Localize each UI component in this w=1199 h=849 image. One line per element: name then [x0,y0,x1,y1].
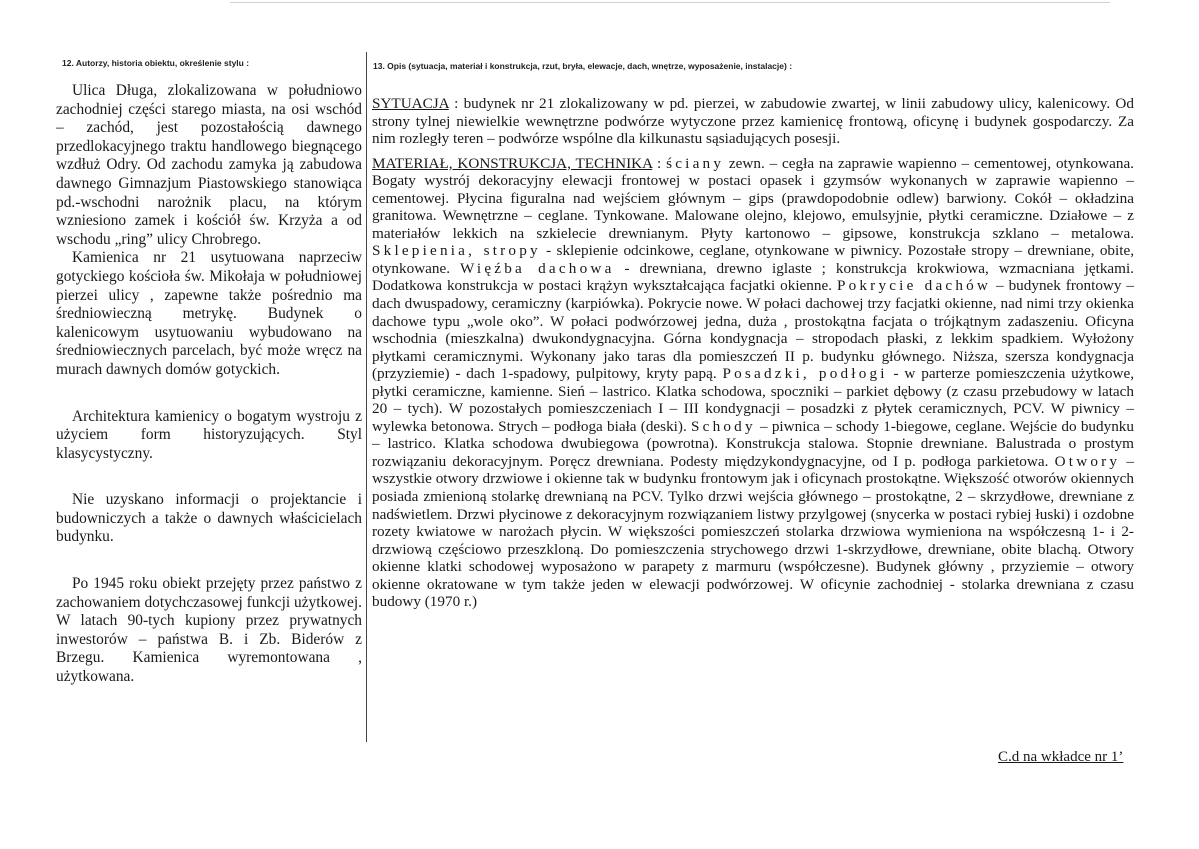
stairs-label: Schody [690,417,756,435]
section-13-header: 13. Opis (sytuacja, materiał i konstrukcja, rzut, bryła, elewacje, dach, wnętrze, wyposażenie, instalacje) : [373,61,793,71]
situation-paragraph [372,95,1134,148]
history-paragraph-postwar: Po 1945 roku obiekt przejęty przez państwo z zachowaniem dotychczasowej funkcji użytkowej. W latach 90-tych kupiony przez prywatnych inwestorów – państwa B. i Zb. Biderów z Brzegu. Kamienica wyremontowana , użytkowana. [56,575,362,686]
history-column [56,82,362,687]
material-separator: : [652,154,667,172]
material-paragraph [372,155,1134,611]
openings-label: Otwory [1054,452,1121,470]
material-label: MATERIAŁ, KONSTRUKCJA, TECHNIKA [372,154,653,172]
roof-truss-text: - drewniana, drewno iglaste ; konstrukcja krokwiowa, wzmacniana jętkami. Dodatkowa konstrukcja w postaci krążyn wykształcająca facjatki okienne. [372,259,1134,295]
floors-text: - w parterze pomieszczenia użytkowe, płytki ceramiczne, kamienne. Sień – lastrico. Klatka schodowa, spoczniki – parkiet dębowy (z czasu przebudowy w latach 20 – tych). W pozostałych pomieszczeniach I – III kondygnacji – posadzki z płytek ceramicznych, PCV. W piwnicy – wylewka betonowa. Strych – podłoga biała (deski). [372,365,1134,435]
history-paragraph-building: Kamienica nr 21 usytuowana naprzeciw gotyckiego kościoła św. Mikołaja w południowej pierzei ulicy , zapewne także pośrednio ma średniowieczną metrykę. Budynek o kalenicowym usytuowaniu wybudowano na średniowiecznych parcelach, być może wręcz na murach dawnych domów gotyckich. [56,249,362,378]
history-paragraph-style: Architektura kamienicy o bogatym wystroju z użyciem form historyzujących. Styl klasycystyczny. [56,407,362,462]
vaults-text: - sklepienie odcinkowe, ceglane, otynkowane w piwnicy. Pozostałe stropy – drewniane, obite, otynkowane. [372,242,1134,277]
continuation-note: C.d na wkładce nr 1’ [998,749,1124,765]
walls-label: ściany [666,154,725,172]
description-column [372,95,1134,611]
vaults-label: Sklepienia, stropy [372,242,541,260]
stairs-text: – piwnica – schody 1-biegowe, ceglane. Wejście do budynku – lastrico. Klatka schodowa dwubiegowa (powrotna). Konstrukcja stalowa. Stopnie drewniane. Balustrada o prostym rozwiązaniu dekoracyjnym. Poręcz drewniana. Podesty międzykondygnacyjne, od I p. podłoga parkietowa. [372,417,1134,470]
section-12-header: 12. Autorzy, historia obiektu, określenie stylu : [62,58,250,68]
situation-label: SYTUACJA [372,95,449,112]
roof-truss-label: Więźba dachowa [460,259,615,277]
history-paragraph-authors: Nie uzyskano informacji o projektancie i budowniczych a także o dawnych właścicielach budynku. [56,491,362,546]
roofing-text: – budynek frontowy – dach dwuspadowy, ceramiczny (karpiówka). Pokrycie nowe. W połaci dachowej trzy facjatki okienne, nad nimi trzy okienka dachowe typu „wole oko”. W połaci podwórzowej jedna, duża , prostokątna facjata o trójkątnym zadaszeniu. Oficyna wschodnia (mieszkalna) dwukondygnacyjna. Górna kondygnacja – stropodach płaski, z lekkim spadkiem. Wyłożony płytkami ceramicznymi. Wykonany jako taras dla pomieszczeń II p. budynku głównego. Niższa, szersza kondygnacja (przyziemie) - dach 1-spadowy, pulpitowy, kryty papą. [372,277,1135,383]
scan-edge-line [230,2,1110,3]
walls-text: zewn. – cegła na zaprawie wapienno – cementowej, otynkowana. Bogaty wystrój dekoracyjny elewacji frontowej w postaci opasek i gzymsów wykonanych w zaprawie wapienno – cementowej. Płycina figuralna nad wejściem głównym – gips (prawdopodobnie odlew) barwiony. Cokół – okładzina granitowa. Wewnętrzne – ceglane. Tynkowane. Malowane olejno, klejowo, emulsyjnie, płytki ceramiczne. Działowe – z materiałów lekkich na szkielecie drewnianym. Płyty kartonowo – gipsowe, konstrukcja szklano – metalowa. [372,154,1134,242]
roofing-label: Pokrycie dachów [836,277,992,295]
history-paragraph-street: Ulica Długa, zlokalizowana w południowo zachodniej części starego miasta, na osi wschód – zachód, jest pozostałością dawnego przedlokacyjnego traktu handlowego biegnącego wzdłuż Odry. Od zachodu zamyka ją zabudowa dawnego Gimnazjum Piastowskiego stanowiąca pd.-wschodni narożnik placu, na którym wzniesiono zamek i kościół św. Krzyża a od wschodu „ring” ulicy Chrobrego. [56,82,362,248]
floors-label: Posadzki, podłogi [722,365,888,383]
column-divider [366,52,367,742]
situation-text: : budynek nr 21 zlokalizowany w pd. pierzei, w zabudowie zwartej, w linii zabudowy ulicy, kalenicowy. Od strony tylnej niewielkie wewnętrzne podwórze wytyczone przez kamienicę frontową, oficynę i budynek gospodarczy. Za nim rozległy teren – podwórze wspólne dla kilkunastu sąsiadujących posesji. [372,95,1134,148]
openings-text: – wszystkie otwory drzwiowe i okienne tak w budynku frontowym jak i oficynach prostokątne. Większość otworów okiennych posiada zmienioną stolarkę drewnianą na PCV. Tylko drzwi wejścia głównego – prostokątne, 2 – skrzydłowe, drewniane z nadświetlem. Drzwi płycinowe z dekoracyjnym rozwiązaniem listwy przylgowej (snycerka w postaci rybiej łuski) i ozdobne rozety kwiatowe w narożach płycin. W większości pomieszczeń stolarka drzwiowa wymieniona na współczesną 1- i 2- drzwiową częściowo przeszkloną. Do pomieszczenia strychowego drzwi 1-skrzydłowe, drewniane, obite blachą. Otwory okienne klatki schodowej wyposażono w parapety z marmuru (współczesne). Budynek główny , przyziemie – otwory okienne okratowane w tym także jeden w elewacji podwórzowej. W oficynie zachodniej - stolarka drewniana z czasu budowy (1970 r.) [372,452,1135,611]
